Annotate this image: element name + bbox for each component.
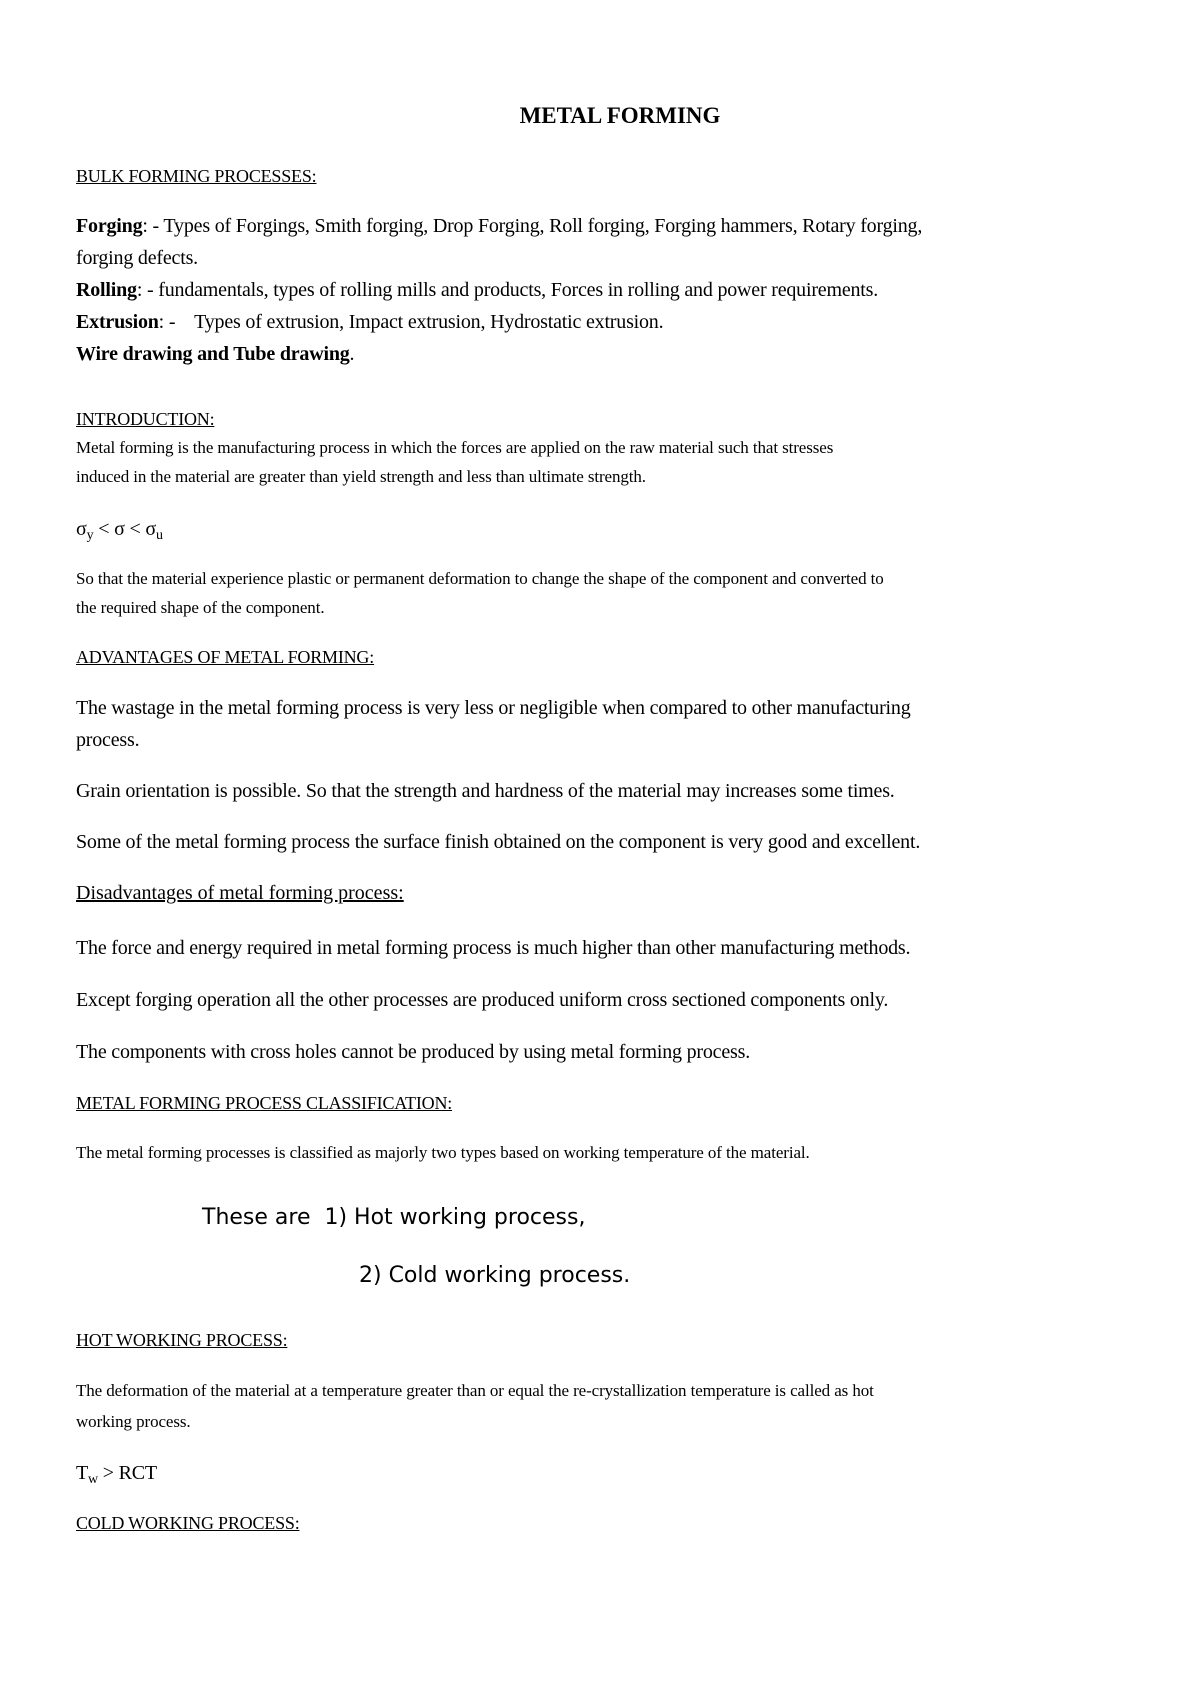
intro-line-2: induced in the material are greater than yield strength and less than ultimate strength. (76, 467, 646, 486)
forging-text: : - Types of Forgings, Smith forging, Drop Forging, Roll forging, Forging hammers, Rotary forging, (142, 215, 923, 237)
stress-formula (76, 518, 163, 544)
temperature-symbol: T (76, 1462, 89, 1484)
extrusion-text: : - Types of extrusion, Impact extrusion, Hydrostatic extrusion. (158, 311, 664, 333)
classification-text: The metal forming processes is classified as majorly two types based on working temperature of the material. (76, 1143, 810, 1162)
hot-working-heading: HOT WORKING PROCESS: (76, 1330, 288, 1350)
so-line-1: So that the material experience plastic or permanent deformation to change the shape of the component and converted to (76, 569, 884, 588)
sigma-y-symbol: σ (76, 518, 87, 540)
advantage-2: Grain orientation is possible. So that the strength and hardness of the material may increases some times. (76, 780, 895, 802)
hot-working-line-2: working process. (76, 1412, 191, 1431)
intro-line-1: Metal forming is the manufacturing process in which the forces are applied on the raw material such that stresses (76, 438, 834, 457)
wire-drawing-line (76, 343, 354, 366)
introduction-heading: INTRODUCTION: (76, 409, 215, 429)
wire-drawing-label: Wire drawing and Tube drawing (76, 343, 350, 365)
sigma-u-subscript: u (155, 528, 163, 544)
forging-label: Forging (76, 215, 143, 237)
less-than-2: < (124, 518, 146, 540)
temperature-subscript: w (88, 1472, 98, 1488)
forging-line (76, 215, 922, 238)
rolling-line (76, 279, 878, 302)
types-line-1: These are 1) Hot working process, (202, 1205, 586, 1230)
rolling-text: : - fundamentals, types of rolling mills and products, Forces in rolling and power requirements. (136, 279, 879, 301)
rolling-label: Rolling (76, 279, 137, 301)
extrusion-line (76, 311, 663, 334)
cold-working-heading: COLD WORKING PROCESS: (76, 1513, 300, 1533)
disadvantage-3: The components with cross holes cannot be produced by using metal forming process. (76, 1041, 751, 1063)
advantage-1-line-1: The wastage in the metal forming process is very less or negligible when compared to other manufacturing (76, 697, 911, 719)
classification-heading: METAL FORMING PROCESS CLASSIFICATION: (76, 1093, 453, 1113)
wire-drawing-end: . (349, 343, 355, 365)
hot-working-line-1: The deformation of the material at a temperature greater than or equal the re-crystallization temperature is called as hot (76, 1381, 874, 1400)
extrusion-label: Extrusion (76, 311, 159, 333)
advantage-1-line-2: process. (76, 729, 140, 751)
sigma-y-subscript: y (86, 528, 94, 544)
hot-working-formula (76, 1462, 157, 1488)
less-than-1: < (93, 518, 115, 540)
disadvantage-1: The force and energy required in metal forming process is much higher than other manufacturing methods. (76, 937, 911, 959)
sigma-symbol: σ (114, 518, 125, 540)
advantage-3: Some of the metal forming process the surface finish obtained on the component is very good and excellent. (76, 831, 921, 853)
disadvantages-heading: Disadvantages of metal forming process: (76, 882, 404, 904)
so-line-2: the required shape of the component. (76, 598, 325, 617)
forging-line-cont: forging defects. (76, 247, 198, 269)
bulk-forming-heading: BULK FORMING PROCESSES: (76, 166, 317, 186)
advantages-heading: ADVANTAGES OF METAL FORMING: (76, 647, 375, 667)
page-title: METAL FORMING (519, 103, 721, 128)
sigma-u-symbol: σ (145, 518, 156, 540)
disadvantage-2: Except forging operation all the other processes are produced uniform cross sectioned components only. (76, 989, 889, 1011)
types-line-2: 2) Cold working process. (359, 1263, 631, 1288)
rct-comparison: > RCT (97, 1462, 157, 1484)
